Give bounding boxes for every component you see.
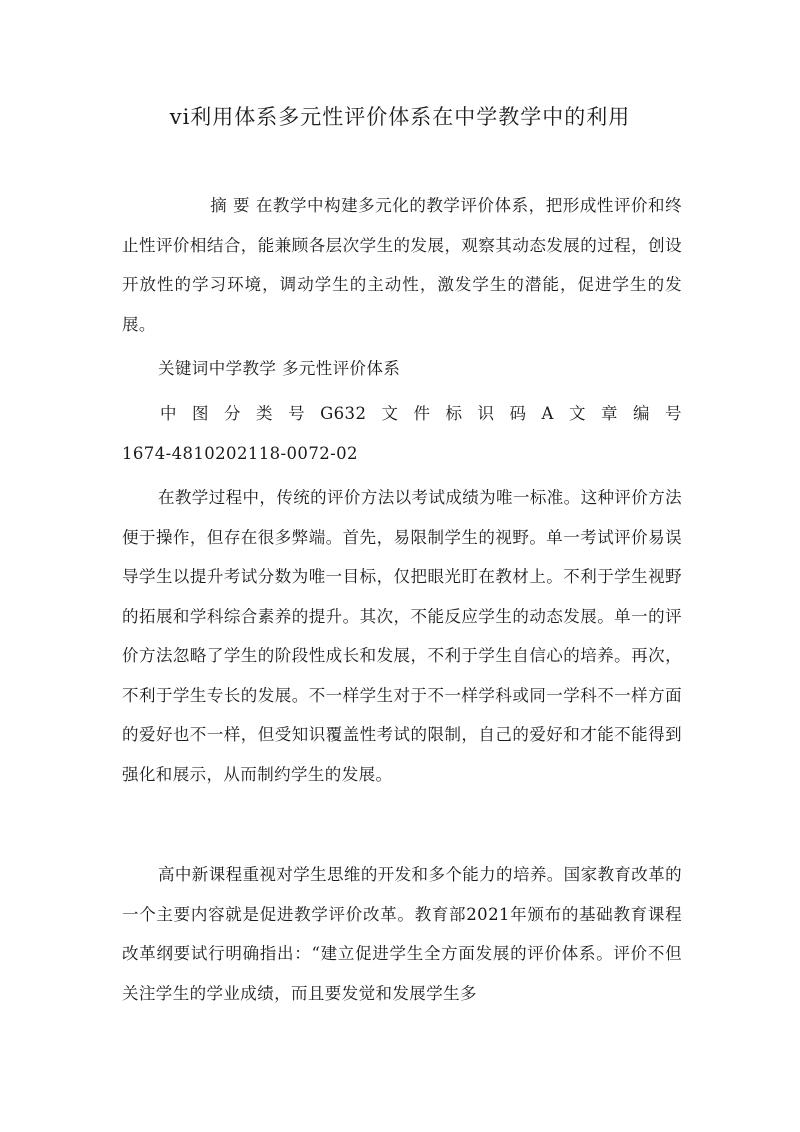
classification-char: 分 <box>224 404 241 423</box>
classification-block <box>122 394 682 473</box>
document-title: vi利用体系多元性评价体系在中学教学中的利用 <box>169 105 631 129</box>
classification-char: 号 <box>665 404 682 423</box>
classification-char: 中 <box>160 404 177 423</box>
body-paragraph-2: 高中新课程重视对学生思维的开发和多个能力的培养。国家教育改革的一个主要内容就是促进教学评价改革。教育部2021年颁布的基础教育课程改革纲要试行明确指出：“建立促进学生全方面发展的评价体系。评价不但关注学生的学业成绩，而且要发觉和发展学生多 <box>122 865 682 1003</box>
classification-char: 编 <box>633 404 650 423</box>
abstract-paragraph <box>122 186 682 344</box>
abstract-label: 摘 要 <box>210 196 251 215</box>
classification-char: 识 <box>477 404 495 423</box>
keywords-line: 关键词中学教学 多元性评价体系 <box>158 359 401 378</box>
classification-char: 文 <box>568 404 586 423</box>
classification-char: 图 <box>192 404 209 423</box>
classification-char: 号 <box>288 404 305 423</box>
classification-code: A <box>541 404 554 423</box>
classification-char: 章 <box>601 404 618 423</box>
abstract-text: 在教学中构建多元化的教学评价体系，把形成性评价和终止性评价相结合，能兼顾各层次学生的发展，观察其动态发展的过程，创设开放性的学习环境，调动学生的主动性，激发学生的潜能，促进学生的发展。 <box>122 196 682 334</box>
classification-char: 文 <box>381 404 399 423</box>
classification-labels <box>122 394 682 434</box>
article-number: 1674-4810202118-0072-02 <box>122 443 358 463</box>
classification-char: 件 <box>413 404 431 423</box>
body-paragraph-1: 在教学过程中，传统的评价方法以考试成绩为唯一标准。这种评价方法便于操作，但存在很多弊端。首先，易限制学生的视野。单一考试评价易误导学生以提升考试分数为唯一目标，仅把眼光盯在教材上。不利于学生视野的拓展和学科综合素养的提升。其次，不能反应学生的动态发展。单一的评价方法忽略了学生的阶段性成长和发展，不利于学生自信心的培养。再次，不利于学生专长的发展。不一样学生对于不一样学科或同一学科不一样方面的爱好也不一样，但受知识覆盖性考试的限制，自己的爱好和才能不能得到强化和展示，从而制约学生的发展。 <box>122 488 682 784</box>
classification-code: G632 <box>320 404 367 423</box>
classification-char: 码 <box>509 404 527 423</box>
classification-char: 标 <box>445 404 463 423</box>
classification-char: 类 <box>256 404 273 423</box>
